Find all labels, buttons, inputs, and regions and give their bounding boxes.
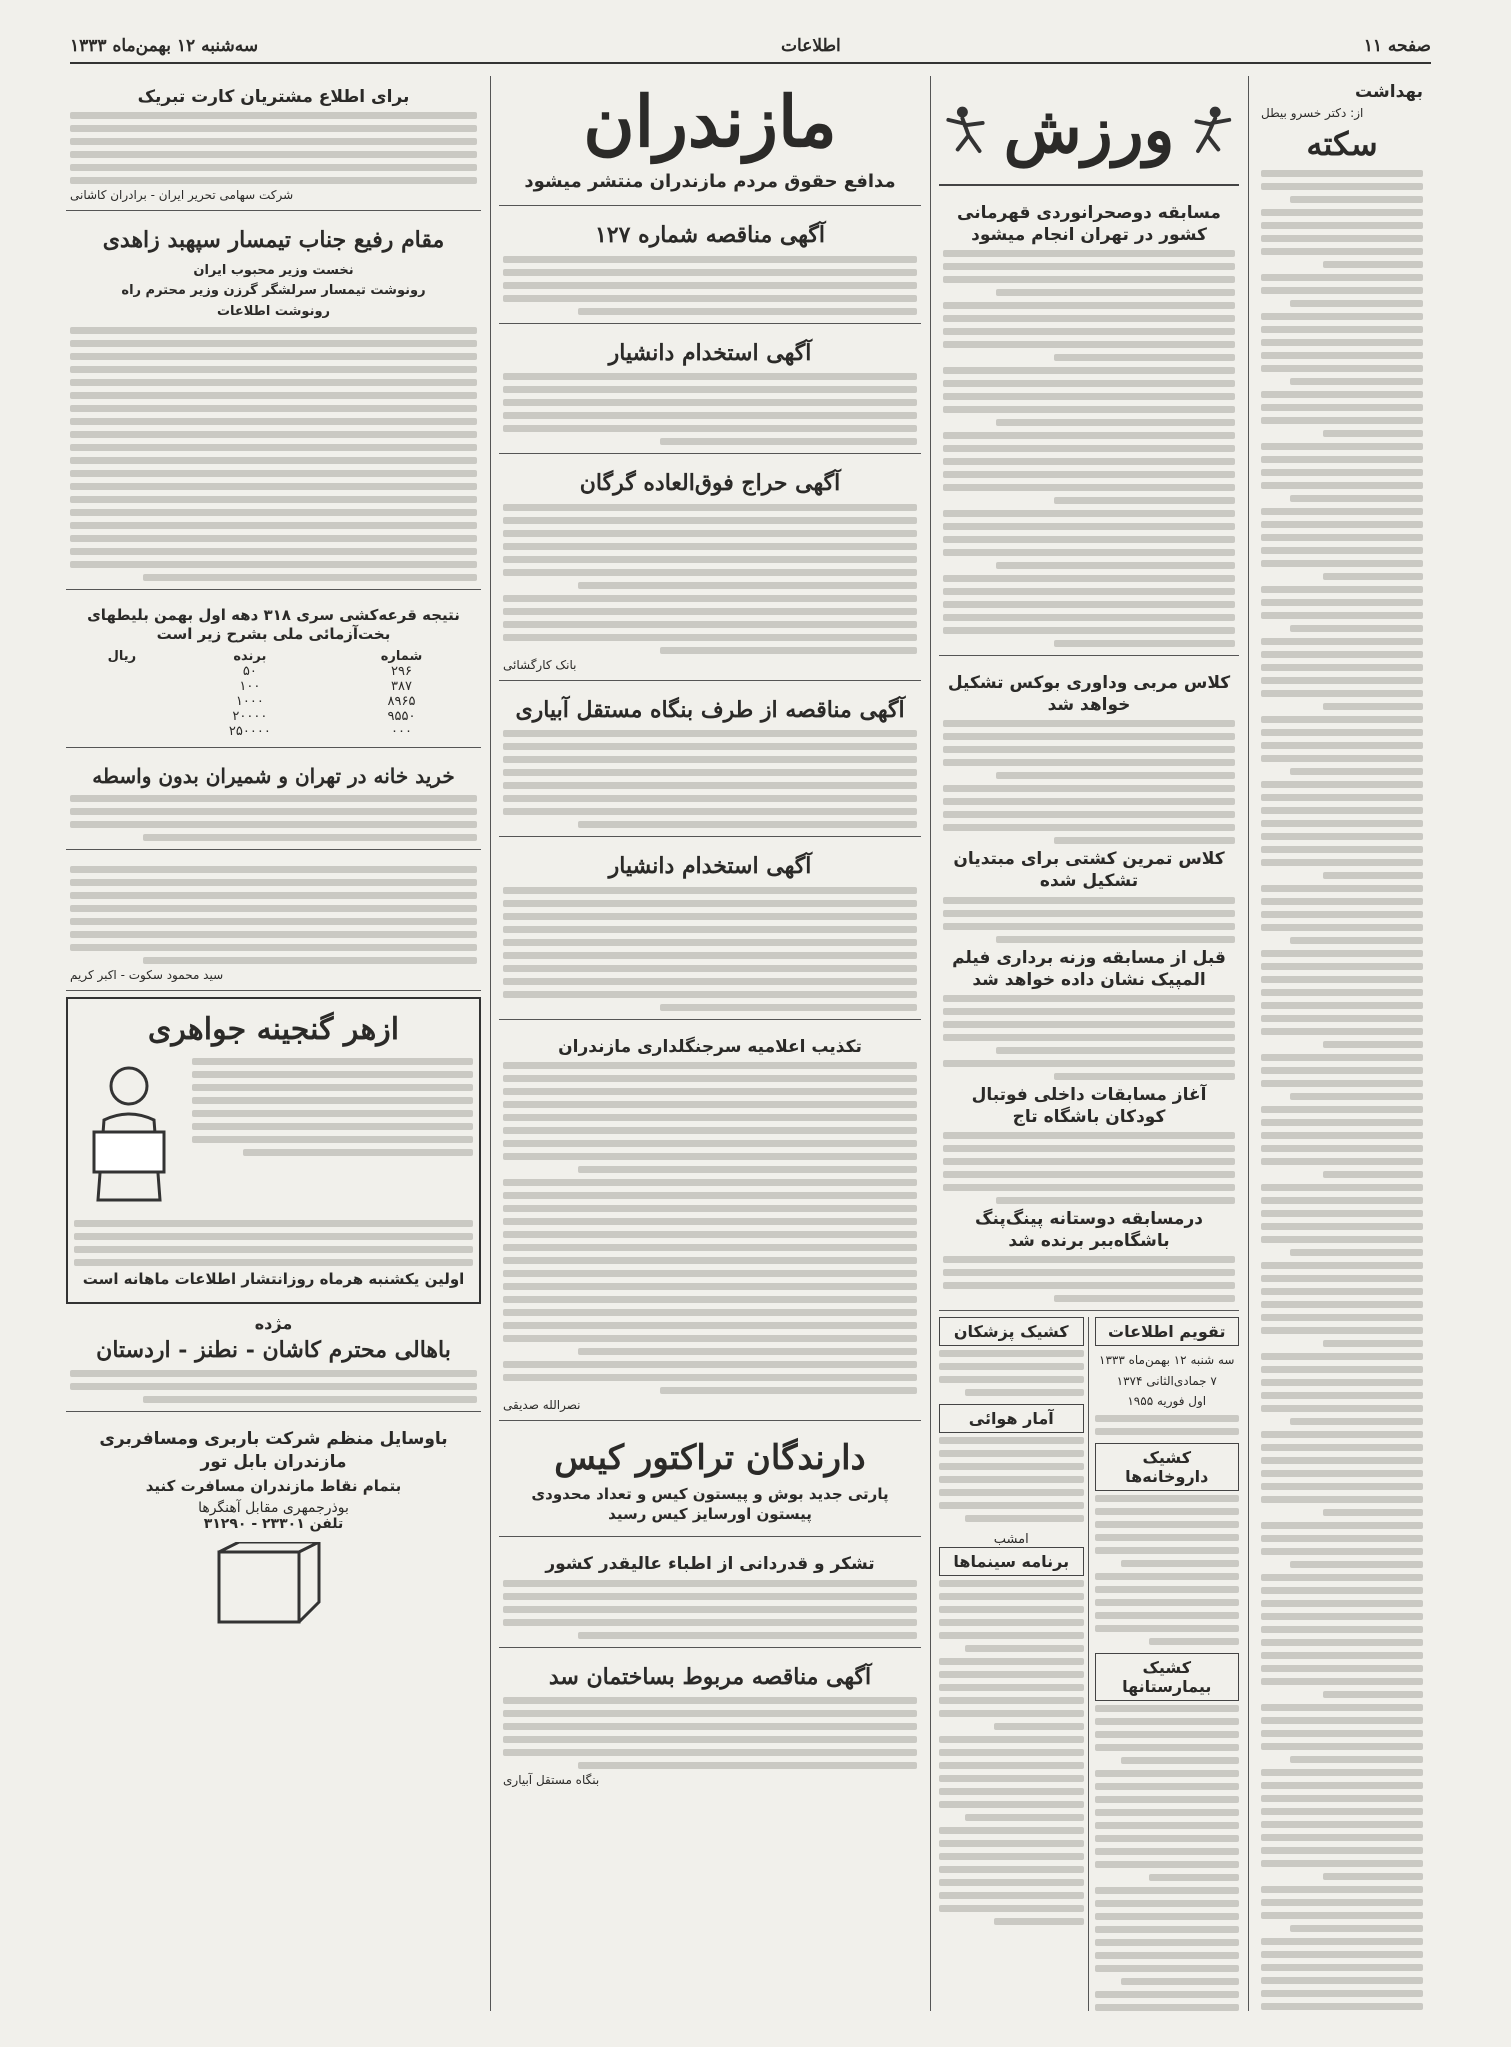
sport-boxes-row (939, 1317, 1239, 2011)
card-title: برای اطلاع مشتریان کارت تبریک (137, 87, 410, 107)
lottery-header-row (70, 649, 477, 664)
lottery-col-rial: ریال (107, 648, 137, 664)
sport-column (939, 76, 1239, 2011)
mz-tractor-ad (499, 1427, 921, 1538)
health-section-label: بهداشت (1355, 82, 1423, 102)
mz-ad-1 (499, 212, 921, 324)
mz-ad-4-title: آگهی مناقصه از طرف بنگاه مستقل آبیاری (515, 696, 905, 723)
doctors-title: کشیک پزشکان (939, 1317, 1084, 1346)
bus-subtitle: بتمام نقاط مازندران مسافرت کنید (145, 1476, 402, 1495)
product-box-icon (199, 1542, 349, 1632)
mz-ad-2 (499, 330, 921, 455)
page-header (70, 30, 1431, 64)
card-signature: شرکت سهامی تحریر ایران - برادران کاشانی (70, 188, 294, 203)
mz-ad-5-title: آگهی استخدام دانشیار (608, 853, 812, 880)
hospital-title: کشیک بیمارستانها (1095, 1653, 1240, 1701)
mazandaran-subhead (499, 166, 921, 206)
mazandaran-title: مازندران (583, 79, 837, 163)
kashan-pre: مژده (254, 1313, 293, 1333)
calendar-line-2: ۷ جمادی‌الثانی ۱۳۷۴ (1116, 1373, 1217, 1388)
thanks-signature: سید محمود سکوت - اکبر کریم (70, 967, 224, 982)
zahedi-sub-2: رونوشت تیمسار سرلشگر گرزن وزیر محترم راه (121, 283, 426, 299)
sport-masthead (939, 76, 1239, 186)
health-section-head (1257, 76, 1427, 2011)
mz-ad-5 (499, 843, 921, 1020)
lottery-col-num: شماره (380, 648, 423, 664)
reader-figure-icon (74, 1060, 184, 1210)
jewel-title: ازهر گنجینه جواهری (147, 1011, 400, 1047)
mazandaran-masthead (499, 76, 921, 166)
kashan-ad (66, 1308, 481, 1413)
lottery-table (70, 649, 477, 739)
bus-title: باوسایل منظم شرکت باربری ومسافربری مازندران بابل تور (99, 1429, 448, 1472)
table-row: ۹۵۵۰ ۲۰۰۰۰ (232, 708, 416, 724)
misc-column (66, 76, 481, 2011)
bus-phone: تلفن ۲۳۳۰۱ - ۳۱۲۹۰ (203, 1516, 344, 1533)
thanks-notice (66, 856, 481, 991)
page-number: صفحه ۱۱ (1363, 36, 1431, 56)
mz-ad-6 (499, 1026, 921, 1421)
mz-ad-7 (499, 1654, 921, 1796)
zahedi-letter (66, 217, 481, 590)
mz-ad-4 (499, 687, 921, 838)
boxer-figure-icon (1184, 95, 1239, 165)
health-column (1257, 76, 1427, 2011)
sport-headline-2: کلاس مربی وداوری بوکس تشکیل خواهد شد (947, 673, 1231, 716)
health-byline: از: دکتر خسرو بیطل (1261, 106, 1364, 120)
sport-headline-5: آغاز مسابقات داخلی فوتبال کودکان باشگاه تاج (971, 1084, 1207, 1127)
tractor-title: دارندگان تراکتور کیس (554, 1437, 866, 1478)
table-row: ۲۹۶ ۵۰ (242, 663, 412, 679)
table-row: ۳۸۷ ۱۰۰ (239, 678, 412, 694)
lottery-results (66, 596, 481, 748)
sport-article-1 (939, 192, 1239, 656)
mz-ad-2-title: آگهی استخدام دانشیار (608, 339, 812, 366)
column-rule (1248, 76, 1249, 2011)
table-row: ۸۹۶۵ ۱۰۰۰ (235, 693, 416, 709)
column-rule (930, 76, 931, 2011)
sport-masthead-title: ورزش (1003, 92, 1175, 168)
column-rule (490, 76, 491, 2011)
calendar-box (1095, 1317, 1240, 2011)
bus-ad (66, 1418, 481, 1640)
jewel-ad (66, 997, 481, 1304)
runner-figure-icon (939, 95, 994, 165)
kashan-title: باهالی محترم کاشان - نطنز - اردستان (96, 1336, 451, 1363)
mazandaran-subtitle: مدافع حقوق مردم مازندران منتشر میشود (524, 171, 896, 192)
mz-ad-1-title: آگهی مناقصه شماره ۱۲۷ (594, 222, 825, 249)
lottery-title: نتیجه قرعه‌کشی سری ۳۱۸ دهه اول بهمن بلیطهای بخت‌آزمائی ملی بشرح زیر است (87, 605, 460, 644)
bus-address: بوذرجمهری مقابل آهنگرها (198, 1500, 349, 1517)
mz-ad-3 (499, 460, 921, 681)
mz-ad-7-title: آگهی مناقصه مربوط بساختمان سد (548, 1663, 872, 1690)
mz-thanks (499, 1543, 921, 1647)
sport-headline-3: کلاس تمرین کشتی برای مبتدیان تشکیل شده (953, 849, 1225, 892)
house-ad (66, 754, 481, 850)
thanks-title: تشکر و قدردانی از اطباء عالیقدر کشور (545, 1554, 875, 1575)
house-title: خرید خانه در تهران و شمیران بدون واسطه (92, 763, 455, 788)
calendar-line-3: اول فوریه ۱۹۵۵ (1127, 1393, 1207, 1408)
health-article-body (1261, 170, 1423, 2011)
table-row: ۰۰۰ ۲۵۰۰۰۰ (228, 723, 412, 739)
cinema-pre: امشب (993, 1532, 1029, 1548)
pharmacy-title: کشیک داروخانه‌ها (1095, 1443, 1240, 1491)
sport-article-2 (939, 662, 1239, 1311)
doctors-box (939, 1317, 1089, 2011)
calendar-title: تقویم اطلاعات (1095, 1317, 1240, 1346)
tractor-subtitle: پارتی جدید بوش و پیستون کیس و تعداد محدودی پیستون اورسایز کیس رسید (531, 1485, 889, 1523)
sport-headline-4: قبل از مسابقه وزنه برداری فیلم المپیک نشان داده خواهد شد (952, 947, 1226, 990)
zahedi-title: مقام رفیع جناب تیمسار سپهبد زاهدی (102, 227, 445, 254)
zahedi-sub-1: نخست وزیر محبوب ایران (193, 262, 354, 278)
calendar-line-1: سه شنبه ۱۲ بهمن‌ماه ۱۳۳۳ (1099, 1353, 1235, 1368)
jewel-footer: اولین یکشنبه هرماه روزانتشار اطلاعات ماهانه است (82, 1270, 465, 1289)
health-title: سکته (1306, 125, 1378, 163)
sport-headline-6: درمسابقه دوستانه پینگ‌پنگ باشگاه‌ببر برنده شد (975, 1208, 1203, 1252)
mz-ad-6-title: تکذیب اعلامیه سرجنگلداری مازندران (558, 1036, 862, 1057)
mz-ad-6-signature: نصرالله صدیقی (503, 1397, 581, 1412)
lottery-col-prize: برنده (233, 648, 267, 664)
sport-headline-1: مسابقه دوصحرانوردی قهرمانی کشور در تهران انجام میشود (957, 203, 1221, 246)
mz-ad-3-signature: بانک کارگشائی (503, 657, 577, 672)
weather-title: آمار هوائی (939, 1404, 1084, 1433)
paper-name: اطلاعات (781, 36, 841, 56)
mazandaran-column (499, 76, 921, 2011)
cinema-title: برنامه سینماها (939, 1547, 1084, 1576)
issue-date: سه‌شنبه ۱۲ بهمن‌ماه ۱۳۳۳ (70, 36, 259, 56)
mz-ad-3-title: آگهی حراج فوق‌العاده گرگان (579, 470, 841, 497)
zahedi-sub-3: رونوشت اطلاعات (216, 304, 331, 320)
greeting-card-notice (66, 76, 481, 211)
mz-ad-7-signature: بنگاه مستقل آبیاری (503, 1773, 600, 1788)
